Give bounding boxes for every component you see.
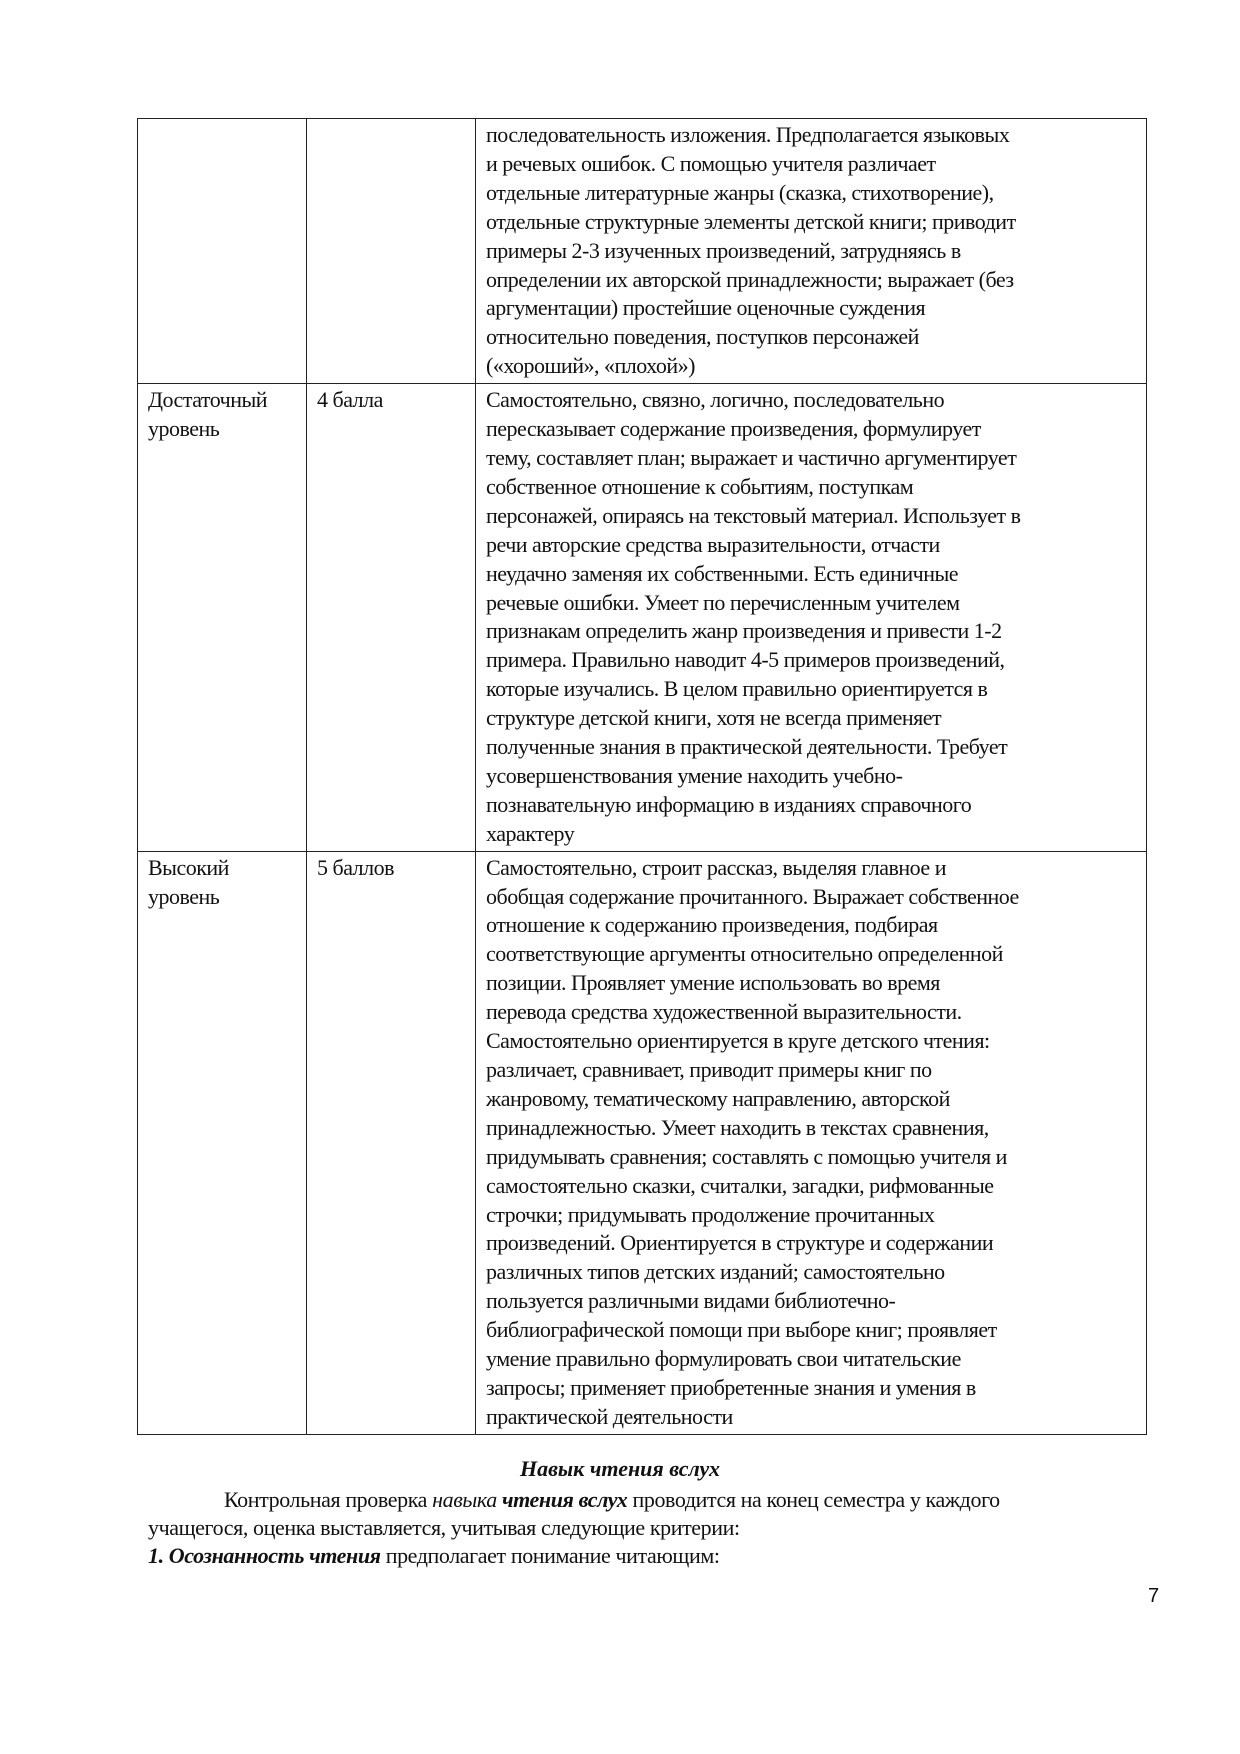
bold-italic-text: 1. Осознанность чтения <box>148 1543 381 1568</box>
description-line: («хороший», «плохой») <box>486 353 695 379</box>
description-line: полученные знания в практической деятельности. Требует <box>486 734 1008 760</box>
description-line: Самостоятельно, строит рассказ, выделяя главное и <box>486 854 946 880</box>
description-line: структуре детской книги, хотя не всегда применяет <box>486 705 942 731</box>
description-cell <box>476 851 1147 1434</box>
score-text: 4 балла <box>317 387 383 413</box>
description-line: различает, сравнивает, приводит примеры книг по <box>486 1057 932 1082</box>
level-cell <box>138 851 307 1434</box>
bold-italic-text: чтения вслух <box>501 1487 628 1512</box>
description-line: отдельные структурные элементы детской книги; приводит <box>486 208 1016 234</box>
table-row <box>138 119 1147 384</box>
italic-text: навыка <box>432 1487 497 1512</box>
description-line: тему, составляет план; выражает и частично аргументирует <box>486 444 1017 470</box>
description-line: Самостоятельно ориентируется в круге детского чтения: <box>486 1028 990 1054</box>
description-line: персонажей, опираясь на текстовый материал. Использует в <box>486 502 1021 528</box>
level-cell <box>138 119 307 384</box>
description-line: неудачно заменяя их собственными. Есть единичные <box>486 560 959 586</box>
score-cell <box>307 119 476 384</box>
section-heading: Навык чтения вслух <box>519 1456 721 1481</box>
score-text: 5 баллов <box>317 854 394 880</box>
description-line: пользуется различными видами библиотечно- <box>486 1288 896 1314</box>
description-line: принадлежностью. Умеет находить в текстах сравнения, <box>486 1114 989 1140</box>
level-text: Достаточный <box>148 387 268 413</box>
text: предполагает понимание читающим: <box>380 1543 720 1568</box>
description-line: речевые ошибки. Умеет по перечисленным учителем <box>486 589 960 615</box>
description-line: последовательность изложения. Предполагается языковых <box>486 122 1010 147</box>
description-cell <box>476 119 1147 384</box>
score-cell <box>307 851 476 1434</box>
description-line: строчки; придумывать продолжение прочитанных <box>486 1201 935 1227</box>
description-line: познавательную информацию в изданиях справочного <box>486 791 972 817</box>
table-row <box>138 851 1147 1434</box>
assessment-table <box>137 118 1147 1435</box>
description-line: отношение к содержанию произведения, подбирая <box>486 912 938 938</box>
description-line: перевода средства художественной выразительности. <box>486 999 962 1025</box>
description-line: относительно поведения, поступков персонажей <box>486 324 919 350</box>
description-line: пересказывает содержание произведения, формулирует <box>486 416 981 442</box>
level-text: Высокий <box>148 854 229 880</box>
description-line: библиографической помощи при выборе книг; проявляет <box>486 1317 997 1343</box>
description-cell <box>476 384 1147 852</box>
description-line: соответствующие аргументы относительно определенной <box>486 941 1003 967</box>
text: Контрольная проверка <box>224 1487 433 1512</box>
description-line: умение правильно формулировать свои читательские <box>486 1346 961 1372</box>
description-line: обобщая содержание прочитанного. Выражает собственное <box>486 883 1019 909</box>
description-line: отдельные литературные жанры (сказка, стихотворение), <box>486 179 994 205</box>
description-line: позиции. Проявляет умение использовать во время <box>486 970 940 996</box>
description-line: Самостоятельно, связно, логично, последовательно <box>486 387 945 413</box>
description-line: различных типов детских изданий; самостоятельно <box>486 1259 945 1285</box>
description-line: речи авторские средства выразительности, отчасти <box>486 531 940 557</box>
description-line: признакам определить жанр произведения и привести 1-2 <box>486 618 1002 644</box>
score-cell <box>307 384 476 852</box>
level-text: уровень <box>148 416 220 442</box>
description-line: самостоятельно сказки, считалки, загадки, рифмованные <box>486 1172 994 1198</box>
level-text: уровень <box>148 883 220 909</box>
description-line: практической деятельности <box>486 1403 733 1429</box>
description-line: определении их авторской принадлежности; выражает (без <box>486 266 1014 292</box>
description-line: запросы; применяет приобретенные знания и умения в <box>486 1374 976 1400</box>
description-line: жанровому, тематическому направлению, авторской <box>486 1085 950 1111</box>
description-line: произведений. Ориентируется в структуре и содержании <box>486 1230 994 1256</box>
text: проводится на конец семестра у каждого <box>627 1487 1000 1512</box>
description-line: и речевых ошибок. С помощью учителя различает <box>486 150 936 176</box>
description-line: усовершенствования умение находить учебно- <box>486 762 903 788</box>
description-line: которые изучались. В целом правильно ориентируется в <box>486 676 988 702</box>
description-line: примеры 2-3 изученных произведений, затрудняясь в <box>486 237 961 263</box>
description-line: примера. Правильно наводит 4-5 примеров произведений, <box>486 647 1005 673</box>
page-number: 7 <box>1148 1585 1160 1607</box>
table-row <box>138 384 1147 852</box>
paragraph-line-2: учащегося, оценка выставляется, учитывая следующие критерии: <box>148 1515 740 1540</box>
paragraph-line-3 <box>148 1542 1148 1570</box>
level-cell <box>138 384 307 852</box>
description-line: собственное отношение к событиям, поступкам <box>486 473 914 499</box>
description-line: придумывать сравнения; составлять с помощью учителя и <box>486 1143 1007 1169</box>
description-line: характеру <box>486 820 575 846</box>
description-line: аргументации) простейшие оценочные суждения <box>486 295 926 321</box>
paragraph-line-1 <box>148 1486 1148 1514</box>
